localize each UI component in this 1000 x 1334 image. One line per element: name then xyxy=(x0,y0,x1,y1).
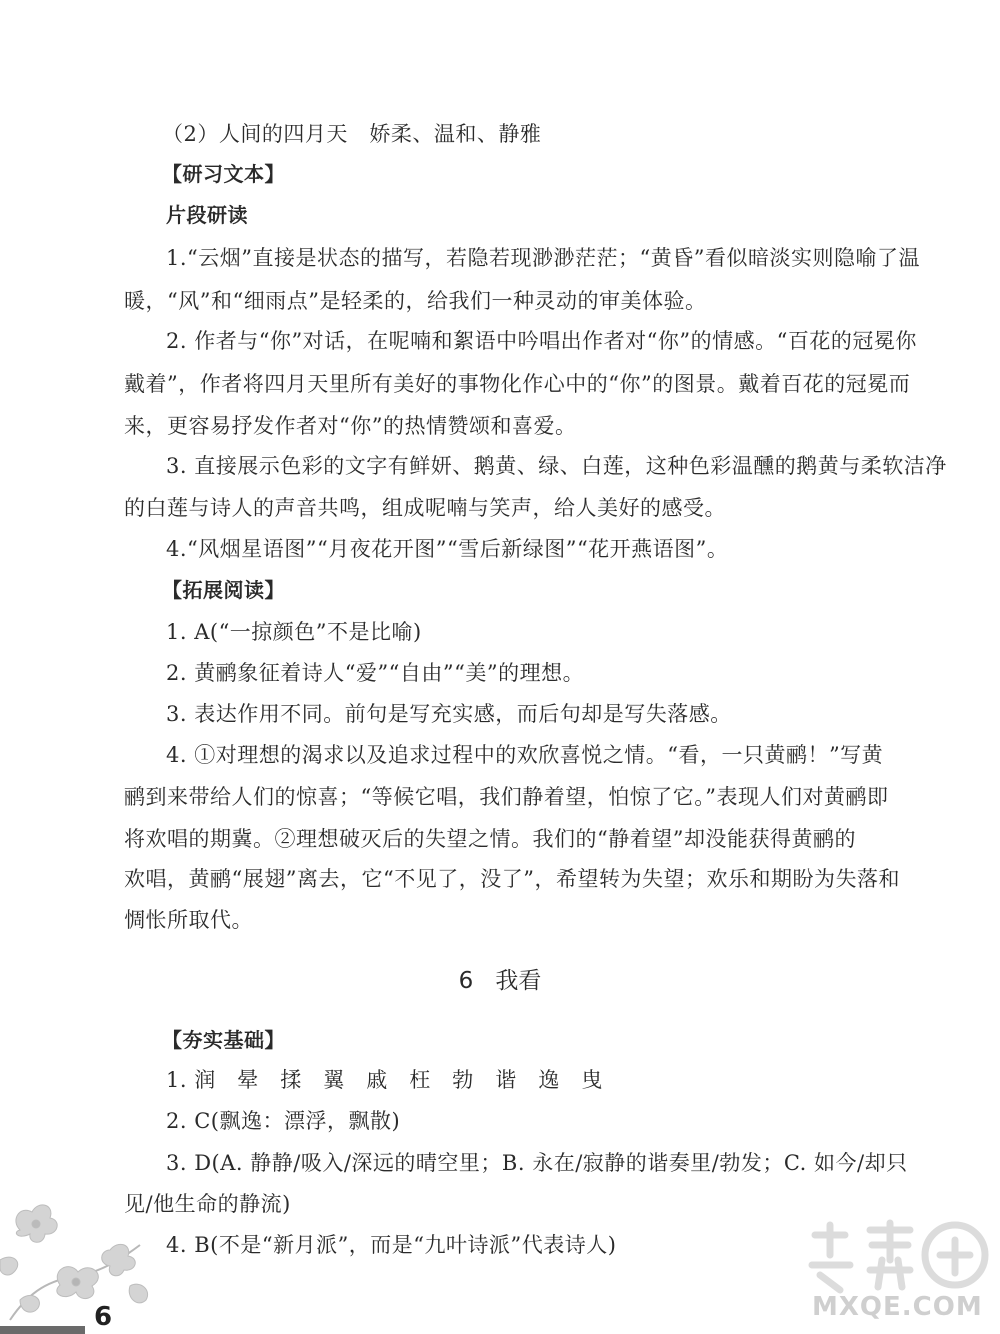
subsection-heading: 片段研读 xyxy=(166,203,248,227)
answer-line: 4.“风烟星语图”“月夜花开图”“雪后新绿图”“花开燕语图”。 xyxy=(166,537,729,561)
answer-line: 戴着”，作者将四月天里所有美好的事物化作心中的“你”的图景。戴着百花的冠冕而 xyxy=(124,372,911,396)
answer-line: 惆怅所取代。 xyxy=(124,908,253,932)
answer-line: 见/他生命的静流) xyxy=(124,1192,291,1216)
answer-line: 将欢唱的期冀。②理想破灭后的失望之情。我们的“静着望”却没能获得黄鹂的 xyxy=(124,827,856,851)
answer-line: 1.“云烟”直接是状态的描写，若隐若现渺渺茫茫；“黄昏”看似暗淡实则隐喻了温 xyxy=(166,246,920,270)
floral-decoration-icon xyxy=(0,1190,160,1326)
answer-line: 暖，“风”和“细雨点”是轻柔的，给我们一种灵动的审美体验。 xyxy=(124,289,707,313)
answer-line: 3. 直接展示色彩的文字有鲜妍、鹅黄、绿、白莲，这种色彩温醺的鹅黄与柔软洁净 xyxy=(166,454,947,478)
answer-line: 4. B(不是“新月派”，而是“九叶诗派”代表诗人) xyxy=(166,1233,617,1257)
answer-line: 3. 表达作用不同。前句是写充实感，而后句却是写失落感。 xyxy=(166,702,732,726)
answer-line: 鹂到来带给人们的惊喜；“等候它唱，我们静着望，怕惊了它。”表现人们对黄鹂即 xyxy=(124,785,889,809)
chapter-title xyxy=(0,962,1000,995)
section-heading: 【夯实基础】 xyxy=(162,1028,285,1052)
answer-line: 3. D(A. 静静/吸入/深远的晴空里；B. 永在/寂静的谐奏里/勃发；C. 如今/却只 xyxy=(166,1151,908,1175)
answer-line: 欢唱，黄鹂“展翅”离去，它“不见了，没了”，希望转为失望；欢乐和期盼为失落和 xyxy=(124,867,900,891)
answer-line: 2. 作者与“你”对话，在呢喃和絮语中吟唱出作者对“你”的情感。“百花的冠冕你 xyxy=(166,329,917,353)
answer-line: 1. 润 晕 揉 翼 戚 枉 勃 谐 逸 曳 xyxy=(166,1068,603,1092)
answer-line: 的白莲与诗人的声音共鸣，组成呢喃与笑声，给人美好的感受。 xyxy=(124,496,726,520)
answer-line: 1. A(“一掠颜色”不是比喻) xyxy=(166,620,422,644)
footer-bar xyxy=(0,1326,85,1334)
chapter-name: 我看 xyxy=(495,968,542,994)
answer-line: （2）人间的四月天 娇柔、温和、静雅 xyxy=(162,122,542,146)
answer-line: 来，更容易抒发作者对“你”的热情赞颂和喜爱。 xyxy=(124,414,577,438)
answer-line: 2. 黄鹂象征着诗人“爱”“自由”“美”的理想。 xyxy=(166,661,585,685)
watermark-text: MXQE.COM xyxy=(812,1292,983,1322)
answer-line: 2. C(飘逸：漂浮，飘散) xyxy=(166,1109,401,1133)
page-number: 6 xyxy=(94,1302,113,1332)
answer-line: 4. ①对理想的渴求以及追求过程中的欢欣喜悦之情。“看，一只黄鹂！”写黄 xyxy=(166,743,884,767)
chapter-number: 6 xyxy=(458,968,474,994)
section-heading: 【拓展阅读】 xyxy=(162,578,285,602)
section-heading: 【研习文本】 xyxy=(162,162,285,186)
